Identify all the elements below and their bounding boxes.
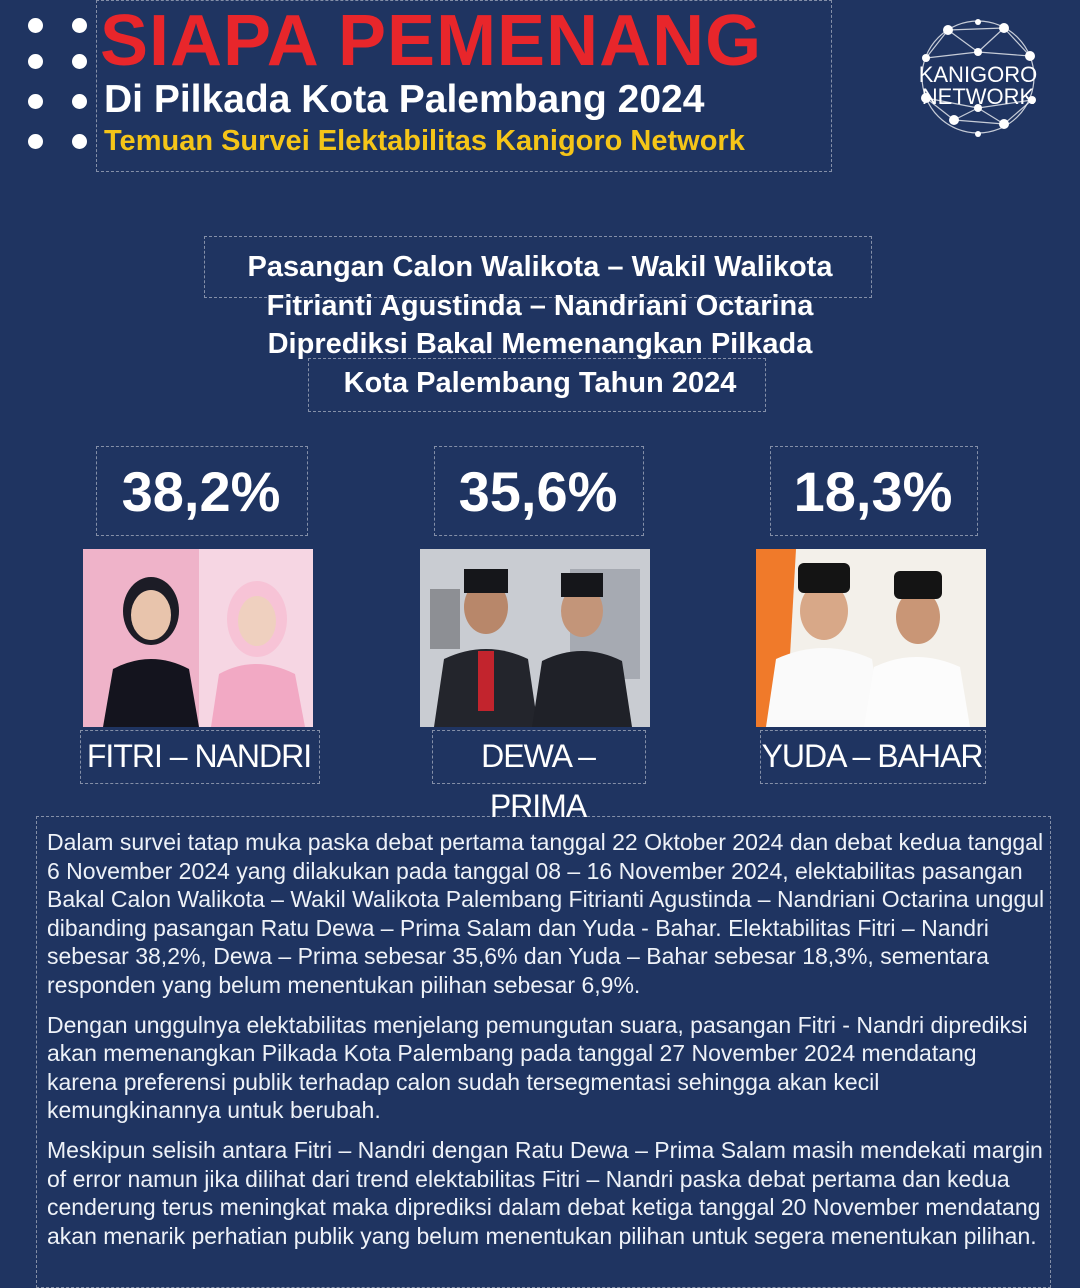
name-dewa-prima: DEWA – PRIMA xyxy=(481,738,595,824)
headline-line3: Diprediksi Bakal Memenangkan Pilkada xyxy=(267,328,813,360)
paragraph-2: Dengan unggulnya elektabilitas menjelang pemungutan suara, pasangan Fitri - Nandri diprediksi akan memenangkan Pilkada Kota Palembang pada tanggal 27 November 2024 mendatang karena preferensi publik terhadap calon sudah tersegmentasi sehingga akan kecil kemungkinannya untuk berubah. xyxy=(47,1011,1028,1124)
page-title: SIAPA PEMENANG xyxy=(100,1,763,81)
candidate-photo-2 xyxy=(420,549,650,727)
candidate-photo-1 xyxy=(83,549,313,727)
name-yuda-bahar: YUDA – BAHAR xyxy=(761,738,983,774)
percent-fitri-nandri: 38,2% xyxy=(121,460,281,523)
paragraph-1: Dalam survei tatap muka paska debat pertama tanggal 22 Oktober 2024 dan debat kedua tanggal 6 November 2024 yang dilakukan pada tanggal 08 – 16 November 2024, elektabilitas pasangan Bakal Calon Walikota – Wakil Walikota Palembang Fitrianti Agustinda – Nandriani Octarina unggul dibanding pasangan Ratu Dewa – Prima Salam dan Yuda - Bahar. Elektabilitas Fitri – Nandri sebesar 38,2%, Dewa – Prima sebesar 35,6% dan Yuda – Bahar sebesar 18,3%, sementara responden yang belum menentukan pilihan sebesar 6,9%. xyxy=(47,829,1045,998)
photo-yuda-bahar xyxy=(756,549,986,727)
paragraph-3: Meskipun selisih antara Fitri – Nandri dengan Ratu Dewa – Prima Salam masih mendekati margin of error namun jika dilihat dari trend elektabilitas Fitri – Nandri paska debat pertama dan kedua cenderung terus meningkat maka diprediksi dalam debat ketiga tanggal 20 November mendatang akan menarik perhatian publik yang belum menentukan pilihan untuk segera menentukan pilihan. xyxy=(47,1136,1043,1249)
kanigoro-logo xyxy=(908,12,1048,142)
headline-line2: Fitrianti Agustinda – Nandriani Octarina xyxy=(266,289,814,322)
photo-fitri-nandri xyxy=(83,549,313,727)
body-text xyxy=(47,828,1047,1261)
headline-line1: Pasangan Calon Walikota – Wakil Walikota xyxy=(247,251,833,283)
name-fitri-nandri: FITRI – NANDRI xyxy=(86,738,312,774)
percent-dewa-prima: 35,6% xyxy=(458,460,618,523)
survey-line: Temuan Survei Elektabilitas Kanigoro Network xyxy=(104,125,745,157)
headline-line4: Kota Palembang Tahun 2024 xyxy=(343,366,737,399)
candidate-photo-3 xyxy=(756,549,986,727)
percent-yuda-bahar: 18,3% xyxy=(793,460,953,523)
logo-text xyxy=(908,64,1048,108)
photo-dewa-prima xyxy=(420,549,650,727)
headline xyxy=(180,248,900,402)
logo-line2: NETWORK xyxy=(921,84,1035,109)
logo-line1: KANIGORO xyxy=(918,62,1038,87)
page-subtitle: Di Pilkada Kota Palembang 2024 xyxy=(104,78,705,121)
